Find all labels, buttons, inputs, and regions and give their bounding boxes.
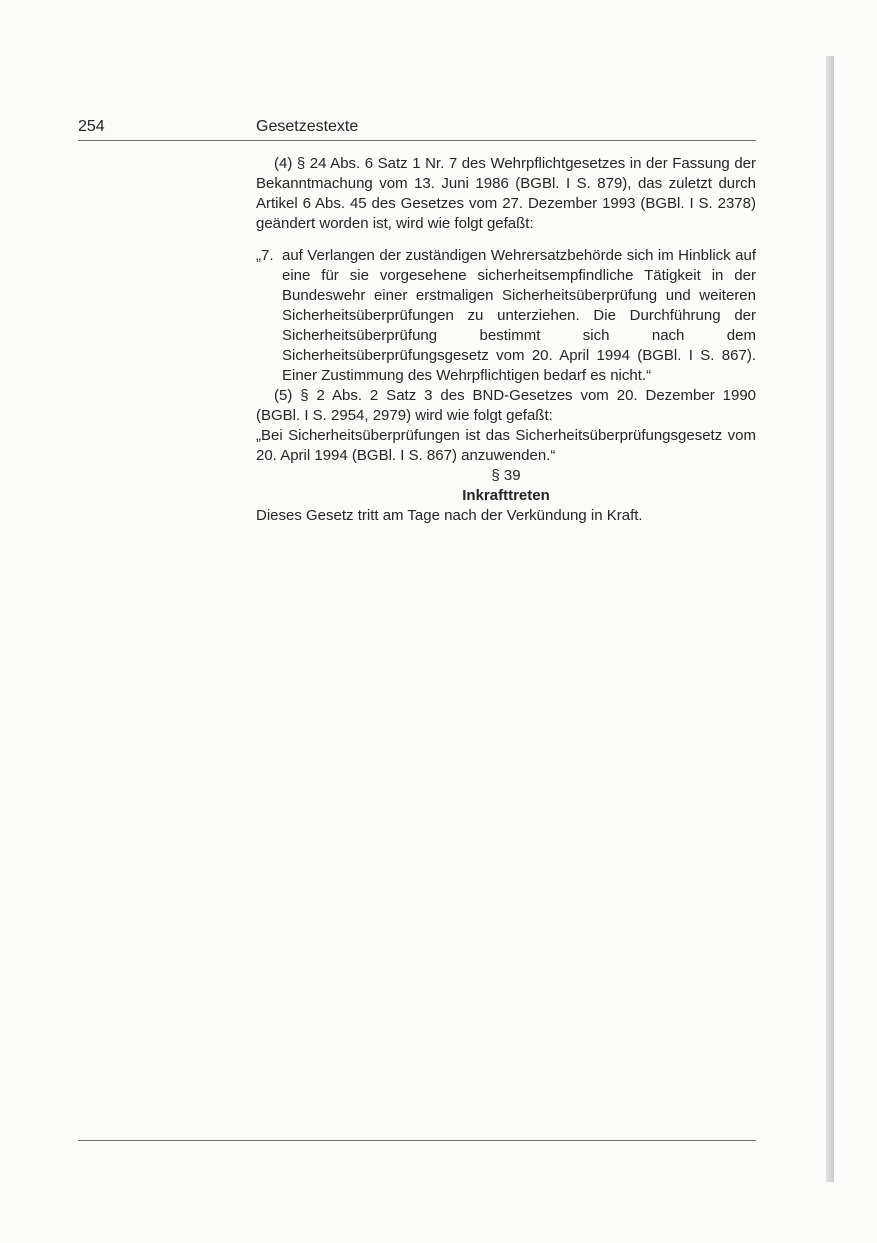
section-number: § 39 — [491, 467, 521, 484]
list-item-7 — [256, 246, 756, 386]
final-paragraph: Dieses Gesetz tritt am Tage nach der Verkündung in Kraft. — [256, 507, 643, 524]
main-content — [256, 154, 756, 526]
footer-rule — [78, 1140, 756, 1141]
page-edge-shadow — [826, 56, 834, 1182]
quote-paragraph-5: „Bei Sicherheitsüberprüfungen ist das Sicherheitsüberprüfungsgesetz vom 20. April 1994 (BGBl. I S. 867) anzuwenden.“ — [256, 427, 756, 464]
item-text: auf Verlangen der zuständigen Wehrersatzbehörde sich im Hinblick auf eine für sie vorgesehene sicherheitsempfindliche Tätigkeit in der Bundeswehr einer erstmaligen Sicherheitsüberprüfung und weiteren Sicherheitsüberprüfungen zu unterziehen. Die Durchführung der Sicherheitsüberprüfung bestimmt sich nach dem Sicherheitsüberprüfungsgesetz vom 20. April 1994 (BGBl. I S. 867). Einer Zustimmung des Wehrpflichtigen bedarf es nicht.“ — [282, 247, 756, 384]
page-number: 254 — [78, 118, 105, 135]
section-title: Inkrafttreten — [462, 487, 550, 504]
paragraph-5: (5) § 2 Abs. 2 Satz 3 des BND-Gesetzes vom 20. Dezember 1990 (BGBl. I S. 2954, 2979) wird wie folgt gefaßt: — [256, 387, 756, 424]
running-title: Gesetzestexte — [256, 118, 359, 135]
page-header — [78, 116, 756, 141]
item-number: „7. — [256, 247, 274, 264]
paragraph-4: (4) § 24 Abs. 6 Satz 1 Nr. 7 des Wehrpflichtgesetzes in der Fassung der Bekanntmachung vom 13. Juni 1986 (BGBl. I S. 879), das zuletzt durch Artikel 6 Abs. 45 des Gesetzes vom 27. Dezember 1993 (BGBl. I S. 2378) geändert worden ist, wird wie folgt gefaßt: — [256, 155, 756, 232]
